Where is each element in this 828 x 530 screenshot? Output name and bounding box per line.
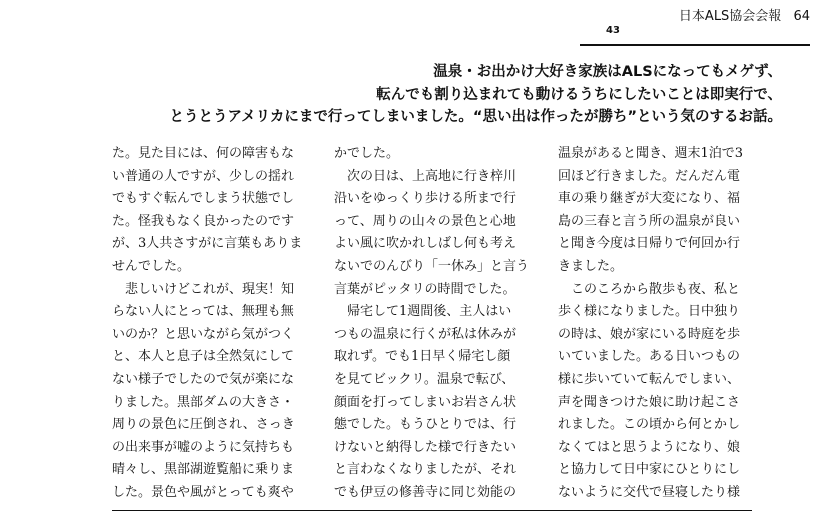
text-line: い普通の人ですが、少しの揺れ	[112, 168, 295, 184]
text-line: 車の乗り継ぎが大変になり、福	[558, 191, 741, 207]
text-line: きました。	[558, 258, 624, 274]
issue-number: 43	[606, 25, 620, 36]
text-line: の時は、娘が家にいる時庭を歩	[558, 326, 741, 342]
text-line: れました。この頃から何とかし	[558, 417, 741, 433]
text-line: 歩く様になりました。日中独り	[558, 304, 741, 320]
text-line: りました。黒部ダムの大きさ・	[112, 394, 295, 410]
text-line: 言葉がピッタリの時間でした。	[334, 281, 516, 297]
text-line: いのか？と思いながら気がつく	[112, 326, 295, 342]
text-line: が、3人共さすがに言葉もありま	[112, 236, 303, 252]
page-header	[580, 9, 810, 37]
text-line: って、周りの山々の景色と心地	[334, 213, 516, 229]
lead-line: とうとうアメリカにまで行ってしまいました。“思い出は作ったが勝ち”という気のするお話。	[169, 109, 782, 125]
text-line: 帰宅して1週間後、主人はい	[334, 304, 512, 320]
text-line: 回ほど行きました。だんだん電	[558, 168, 741, 184]
body-columns	[0, 143, 828, 508]
text-line: 声を聞きつけた娘に助け起こさ	[558, 394, 741, 410]
text-line: でも伊豆の修善寺に同じ効能の	[334, 484, 517, 500]
text-line: 晴々し、黒部湖遊覧船に乗りま	[112, 462, 295, 478]
text-line: けないと納得した様で行きたい	[334, 439, 517, 455]
text-line: せんでした。	[112, 258, 191, 274]
text-line: 周りの景色に圧倒され、さっき	[112, 417, 295, 433]
text-line: なくてはと思うようになり、娘	[558, 439, 741, 455]
text-line: よい風に吹かれしばし何も考え	[334, 236, 517, 252]
text-line: 様に歩いていて転んでしまい、	[558, 371, 741, 387]
text-line: を見てビックリ。温泉で転び、	[334, 371, 515, 387]
page-number: 64	[793, 9, 810, 24]
text-line: 態でした。もうひとりでは、行	[334, 417, 517, 433]
text-line: つもの温泉に行くが私は休みが	[334, 326, 517, 342]
column-3	[558, 143, 758, 505]
text-line: でもすぐ転んでしまう状態でし	[112, 191, 295, 207]
text-line: した。景色や風がとっても爽や	[112, 484, 294, 500]
text-line: と協力して日中家にひとりにし	[558, 462, 741, 478]
text-line: た。怪我もなく良かったのです	[112, 213, 295, 229]
lead-text	[169, 61, 782, 129]
text-line: 顔面を打ってしまいお岩さん状	[334, 394, 517, 410]
text-line: 次の日は、上高地に行き梓川	[334, 168, 517, 184]
journal-name: 日本ALS協会会報	[678, 9, 782, 24]
column-1	[112, 143, 312, 505]
text-line: と、本人と息子は全然気にして	[112, 349, 295, 365]
header-rule	[580, 44, 810, 46]
journal-title-line	[580, 9, 810, 25]
text-line: 取れず。でも1日早く帰宅し顔	[334, 349, 511, 365]
text-line: いていました。ある日いつもの	[558, 349, 741, 365]
lead-line: 温泉・お出かけ大好き家族はALSになってもメゲず、	[433, 64, 782, 80]
bottom-rule	[112, 510, 752, 511]
text-line: 沿いをゆっくり歩ける所まで行	[334, 191, 516, 207]
text-line: ないでのんびり「一休み」と言う	[334, 258, 530, 274]
text-line: 悲しいけどこれが、現実！知	[112, 281, 295, 297]
text-line: ない様子でしたので気が楽にな	[112, 371, 295, 387]
text-line: このころから散歩も夜、私と	[558, 281, 741, 297]
text-line: かでした。	[334, 146, 400, 161]
lead-line: 転んでも割り込まれても動けるうちにしたいことは即実行で、	[376, 86, 782, 103]
column-2	[334, 143, 534, 505]
text-line: ないように交代で昼寝したり様	[558, 484, 741, 500]
text-line: た。見た目には、何の障害もな	[112, 146, 295, 161]
text-line: と聞き今度は日帰りで何回か行	[558, 236, 741, 252]
text-line: らない人にとっては、無理も無	[112, 304, 294, 320]
text-line: 温泉があると聞き、週末1泊で3	[558, 146, 744, 161]
text-line: 島の三春と言う所の温泉が良い	[558, 213, 741, 229]
text-line: と言わなくなりましたが、それ	[334, 462, 517, 478]
text-line: の出来事が嘘のように気持ちも	[112, 439, 295, 455]
